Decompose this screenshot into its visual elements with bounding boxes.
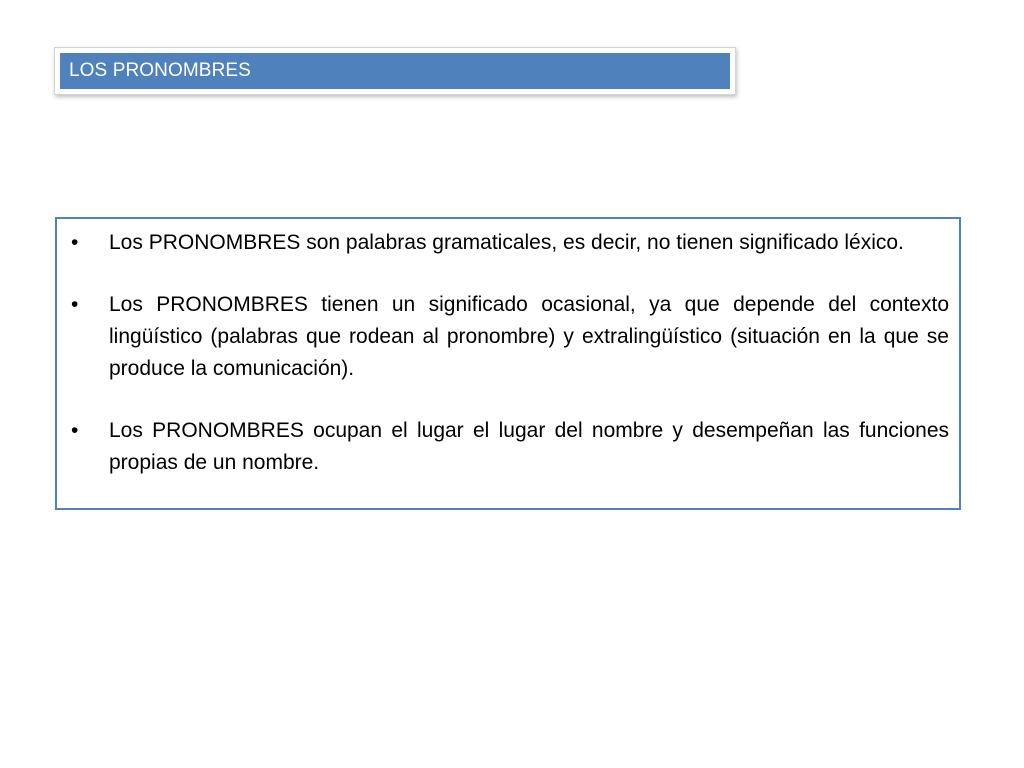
bullet-item <box>69 415 949 479</box>
bullet-text: Los PRONOMBRES tienen un significado ocasional, ya que depende del contexto lingüístico (palabras que rodean al pronombre) y extralingüístico (situación en la que se produce la comunicación). <box>109 293 949 380</box>
bullet-icon: • <box>71 419 79 442</box>
bullet-text: Los PRONOMBRES ocupan el lugar el lugar del nombre y desempeñan las funciones propias de un nombre. <box>109 419 949 474</box>
bullet-icon: • <box>71 293 79 316</box>
bullet-icon: • <box>71 231 79 254</box>
bullet-text: Los PRONOMBRES son palabras gramaticales, es decir, no tienen significado léxico. <box>109 231 904 254</box>
content-box <box>55 217 961 510</box>
title-bar <box>60 53 730 89</box>
bullet-list <box>69 227 949 479</box>
bullet-item <box>69 227 949 259</box>
slide-title: LOS PRONOMBRES <box>69 60 251 81</box>
title-frame <box>54 47 736 95</box>
bullet-item <box>69 289 949 385</box>
